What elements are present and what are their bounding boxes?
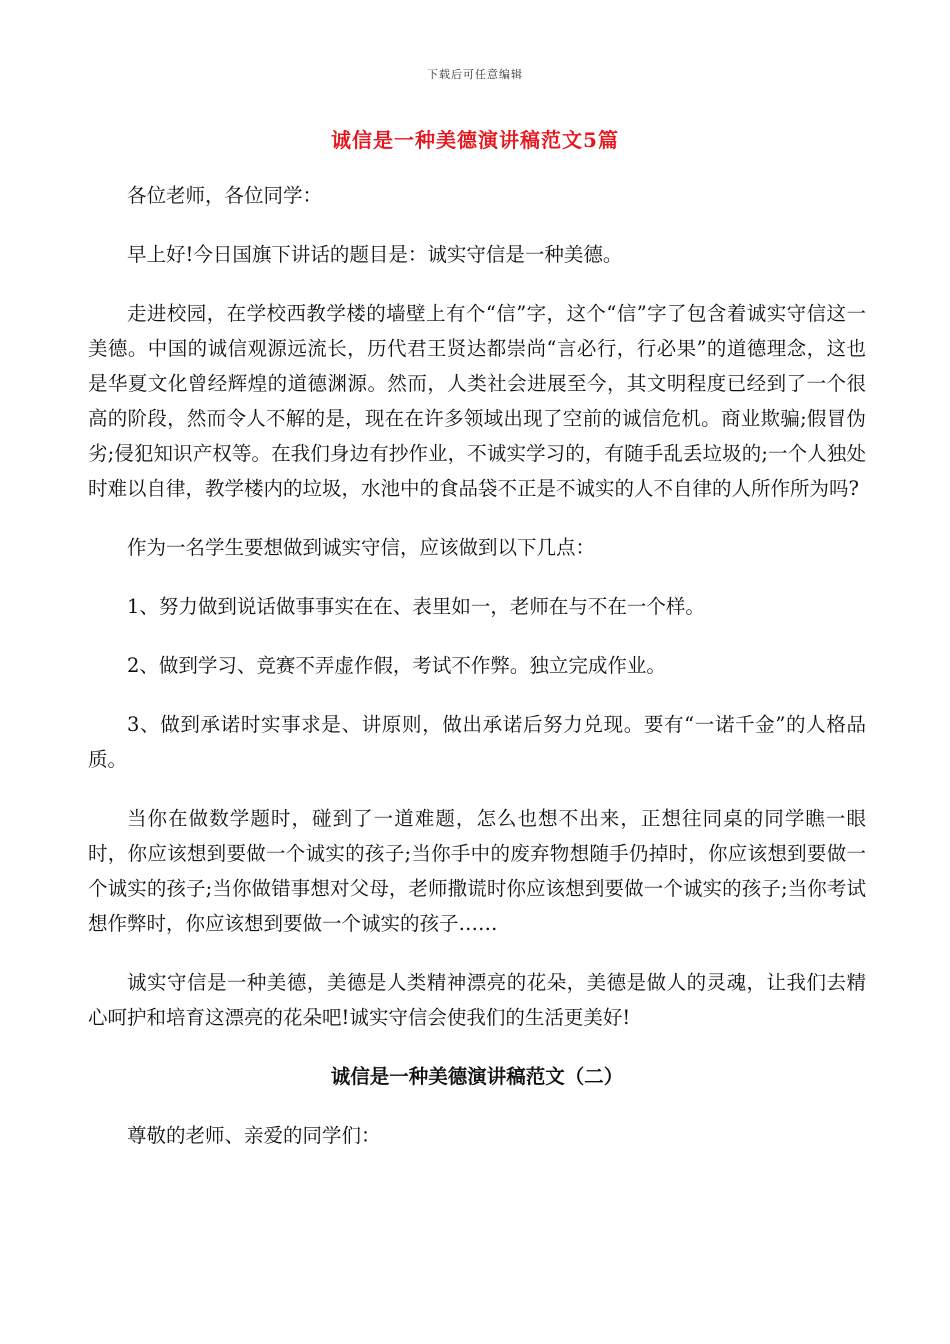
examples-paragraph: 当你在做数学题时，碰到了一道难题，怎么也想不出来，正想往同桌的同学瞧一眼时，你应该想到要做一个诚实的孩子;当你手中的废弃物想随手仍掉时，你应该想到要做一个诚实的孩子;当你做错事想对父母，老师撒谎时你应该想到要做一个诚实的孩子;当你考试想作弊时，你应该想到要做一个诚实的孩子…… bbox=[88, 807, 866, 935]
section-2-title: 诚信是一种美德演讲稿范文（二） bbox=[330, 1065, 624, 1088]
campus-paragraph: 走进校园，在学校西教学楼的墙壁上有个“信”字，这个“信”字了包含着诚实守信这一美德。中国的诚信观源远流长，历代君王贤达都崇尚“言必行，行必果”的道德理念，这也是华夏文化曾经辉煌的道德渊源。然而，人类社会进展至今，其文明程度已经到了一个很高的阶段，然而令人不解的是，现在在许多领域出现了空前的诚信危机。商业欺骗;假冒伪劣;侵犯知识产权等。在我们身边有抄作业，不诚实学习的，有随手乱丢垃圾的;一个人独处时难以自律，教学楼内的垃圾，水池中的食品袋不正是不诚实的人不自律的人所作所为吗? bbox=[88, 302, 866, 500]
point-3-paragraph: 3、做到承诺时实事求是、讲原则，做出承诺后努力兑现。要有“一诺千金”的人格品质。 bbox=[88, 713, 866, 771]
point-2-paragraph: 2、做到学习、竞赛不弄虚作假，考试不作弊。独立完成作业。 bbox=[127, 654, 666, 677]
section-2-salutation: 尊敬的老师、亲爱的同学们： bbox=[127, 1124, 381, 1147]
greeting-paragraph: 早上好!今日国旗下讲话的题目是：诚实守信是一种美德。 bbox=[127, 243, 623, 266]
document-body bbox=[88, 178, 866, 1177]
point-1-paragraph: 1、努力做到说话做事事实在在、表里如一，老师在与不在一个样。 bbox=[127, 595, 705, 618]
salutation-paragraph: 各位老师，各位同学： bbox=[127, 184, 323, 207]
points-intro-paragraph: 作为一名学生要想做到诚实守信，应该做到以下几点： bbox=[127, 536, 596, 559]
closing-paragraph: 诚实守信是一种美德，美德是人类精神漂亮的花朵，美德是做人的灵魂，让我们去精心呵护和培育这漂亮的花朵吧!诚实守信会使我们的生活更美好! bbox=[88, 971, 866, 1029]
header-note: 下载后可任意编辑 bbox=[427, 68, 523, 81]
document-title: 诚信是一种美德演讲稿范文5篇 bbox=[331, 128, 619, 152]
